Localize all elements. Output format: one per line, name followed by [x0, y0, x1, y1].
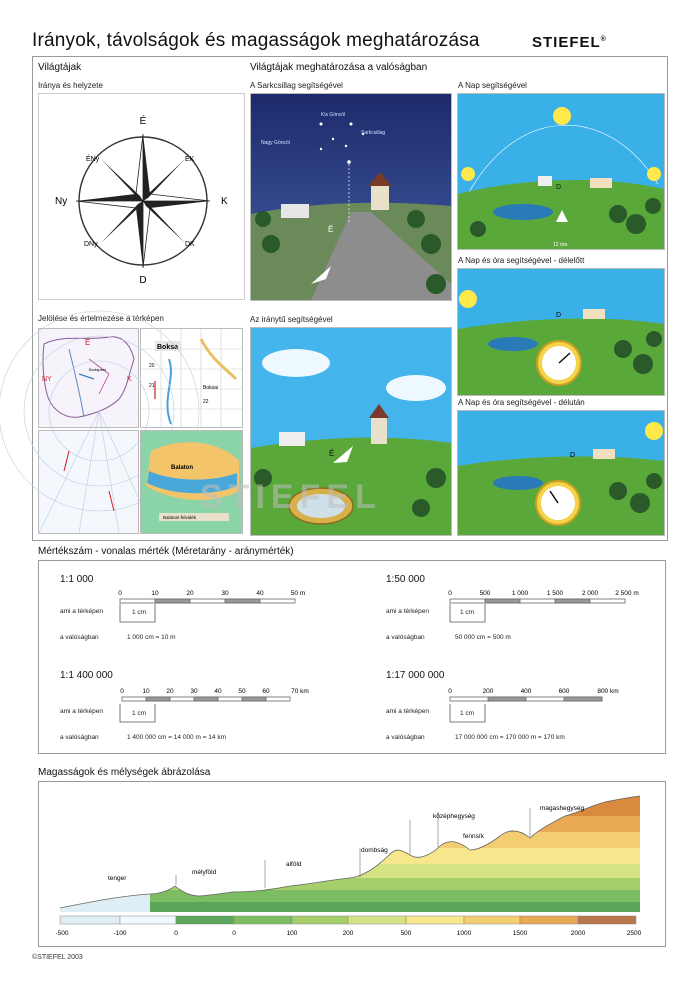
- scale-2-tick: 2 500 m: [615, 590, 639, 597]
- scale-3-tick: 0: [120, 688, 124, 695]
- scale-1-tick: 20: [186, 590, 194, 597]
- scale-3-tick: 30: [190, 688, 198, 695]
- scale-4-cm: 1 cm: [460, 710, 475, 717]
- compass-s: D: [139, 275, 147, 286]
- elev-tick: -500: [55, 930, 69, 937]
- compass-nw: ÉNy: [86, 156, 100, 163]
- section-heading-elevation: Magasságok és mélységek ábrázolása: [38, 767, 211, 778]
- map-n22: 22: [203, 399, 209, 405]
- map-hill: Balatoni-felvidék: [163, 515, 197, 520]
- scale-4-map-label: ami a térképen: [386, 708, 429, 715]
- scale-1-conversion: 1 000 cm = 10 m: [127, 634, 176, 641]
- elev-label-hills: dombság: [361, 847, 388, 854]
- map-n21: 21: [149, 383, 155, 389]
- sun-time: 12 óra: [553, 242, 568, 248]
- scale-3-tick: 20: [166, 688, 174, 695]
- elev-label-plateau: fennsík: [463, 833, 484, 840]
- elev-tick: 2000: [570, 930, 586, 937]
- scale-1-cm: 1 cm: [132, 609, 147, 616]
- scale-3-map-label: ami a térképen: [60, 708, 103, 715]
- scale-4-title: 1:17 000 000: [386, 670, 445, 681]
- scale-3-tick: 60: [262, 688, 270, 695]
- compass-se: DK: [185, 241, 195, 248]
- scale-3-tick: 50: [238, 688, 246, 695]
- scale-2-real-label: a valóságban: [386, 634, 425, 641]
- scale-3-cm: 1 cm: [132, 710, 147, 717]
- polaris-scene: [250, 93, 452, 301]
- scale-2-title: 1:50 000: [386, 574, 425, 585]
- elev-tick: 200: [342, 930, 354, 937]
- page-title: Irányok, távolságok és magasságok meghatározása: [32, 30, 480, 51]
- elev-label-sea: tenger: [108, 875, 127, 882]
- map-village-grid: [140, 328, 243, 428]
- scale-1-real-label: a valóságban: [60, 634, 99, 641]
- elev-tick: 0: [232, 930, 236, 937]
- section-heading-cardinal: Világtájak: [38, 62, 82, 73]
- polaris-star: Sarkcsillag: [361, 130, 386, 136]
- compass-caption: Iránya és helyzete: [38, 81, 103, 90]
- compass-ne: ÉK: [185, 156, 195, 163]
- scale-3-conversion: 1 400 000 cm = 14 000 m = 14 km: [127, 734, 227, 741]
- compass-w: Ny: [55, 196, 68, 207]
- scale-1-cm-bracket: [118, 602, 158, 626]
- elev-tick: 1500: [512, 930, 528, 937]
- elev-label-plain: alföld: [286, 861, 302, 868]
- elev-tick: 1000: [456, 930, 472, 937]
- footer-copyright: ©STIEFEL 2003: [32, 954, 83, 961]
- scale-4-conversion: 17 000 000 cm = 170 000 m = 170 km: [455, 734, 565, 741]
- scale-2-cm-bracket: [448, 602, 488, 626]
- section-heading-real: Világtájak meghatározása a valóságban: [250, 62, 428, 73]
- forenoon-caption: A Nap és óra segítségével - délelőtt: [458, 256, 585, 265]
- scale-2-map-label: ami a térképen: [386, 608, 429, 615]
- sun-scene: [457, 93, 665, 250]
- brand-mark: ®: [600, 36, 607, 43]
- scale-4-tick: 0: [448, 688, 452, 695]
- watermark: STIEFEL: [200, 478, 382, 516]
- scale-4-tick: 600: [558, 688, 570, 695]
- brand-name: STIEFEL: [532, 34, 601, 51]
- scale-4-tick: 400: [520, 688, 532, 695]
- scale-2-tick: 0: [448, 590, 452, 597]
- compass-e: K: [221, 196, 228, 207]
- scale-1-tick: 30: [221, 590, 229, 597]
- polaris-caption: A Sarkcsillag segítségével: [250, 81, 343, 90]
- forenoon-scene: [457, 268, 665, 396]
- scale-2-cm: 1 cm: [460, 609, 475, 616]
- brand-logo: [532, 34, 607, 51]
- map-ny: NY: [42, 376, 52, 383]
- scale-3-real-label: a valóságban: [60, 734, 99, 741]
- elev-tick: 0: [174, 930, 178, 937]
- scale-1-map-label: ami a térképen: [60, 608, 103, 615]
- elev-label-highmountain: magashegység: [540, 805, 585, 812]
- scale-3-title: 1:1 400 000: [60, 670, 113, 681]
- scale-4-cm-bracket: [448, 702, 488, 726]
- scale-1-tick: 10: [151, 590, 159, 597]
- compass-sw: DNy: [84, 241, 98, 248]
- scale-1-tick: 50 m: [290, 590, 306, 597]
- elev-tick: -100: [113, 930, 127, 937]
- map-k: K: [127, 376, 132, 383]
- afternoon-south: D: [570, 452, 576, 459]
- afternoon-scene: [457, 410, 665, 536]
- map-n20: 20: [149, 363, 155, 369]
- elev-tick: 500: [400, 930, 412, 937]
- elev-tick: 100: [286, 930, 298, 937]
- sun-south: D: [556, 184, 562, 191]
- scale-3-tick: 40: [214, 688, 222, 695]
- maps-caption: Jelölése és értelmezése a térképen: [38, 314, 164, 323]
- scale-2-tick: 500: [479, 590, 491, 597]
- map-city: Budapest: [89, 367, 106, 372]
- scale-2-conversion: 50 000 cm = 500 m: [455, 634, 511, 641]
- elev-label-midmountain: középhegység: [433, 813, 475, 820]
- compass-n: É: [139, 116, 147, 127]
- compass-scene-north: É: [329, 449, 335, 458]
- elev-label-lowland: mélyföld: [192, 869, 217, 876]
- scale-4-real-label: a valóságban: [386, 734, 425, 741]
- map-village: Boksa: [157, 344, 179, 351]
- scale-4-tick: 200: [482, 688, 494, 695]
- afternoon-caption: A Nap és óra segítségével - délután: [458, 398, 585, 407]
- scale-1-title: 1:1 000: [60, 574, 94, 585]
- polaris-north: É: [328, 225, 334, 234]
- map-sea: Balaton: [171, 465, 194, 471]
- map-polar: [38, 430, 139, 534]
- map-road: Boksai: [203, 385, 219, 391]
- scale-2-tick: 2 000: [581, 590, 599, 597]
- elevation-profile: [55, 790, 642, 945]
- scale-1-tick: 0: [118, 590, 122, 597]
- polaris-big-dipper: Nagy Göncöl: [261, 140, 290, 146]
- scale-3-tick: 70 km: [291, 688, 309, 695]
- map-hungary: [38, 328, 139, 428]
- section-heading-scale: Mértékszám - vonalas mérték (Méretarány - aránymérték): [38, 546, 294, 557]
- sun-caption: A Nap segítségével: [458, 81, 527, 90]
- elev-tick: 2500: [626, 930, 642, 937]
- scale-4-tick: 800 km: [597, 688, 619, 695]
- polaris-small-dipper: Kis Göncöl: [321, 112, 346, 118]
- scale-2-tick: 1 000: [511, 590, 529, 597]
- compass-rose-image: [38, 93, 245, 300]
- scale-3-tick: 10: [142, 688, 150, 695]
- scale-2-tick: 1 500: [546, 590, 564, 597]
- scale-1-tick: 40: [256, 590, 264, 597]
- forenoon-south: D: [556, 312, 562, 319]
- compass-scene-caption: Az iránytű segítségével: [250, 315, 333, 324]
- map-north: É: [85, 338, 91, 347]
- scale-3-cm-bracket: [118, 702, 158, 726]
